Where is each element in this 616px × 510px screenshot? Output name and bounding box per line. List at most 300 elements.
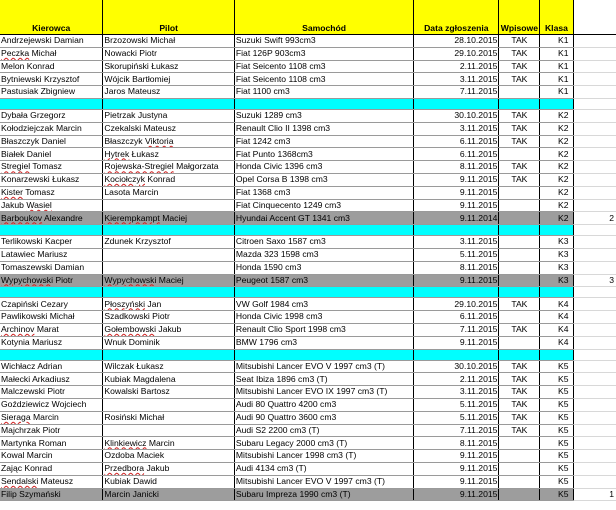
cell-pilot[interactable]: Rosiński Michał <box>103 411 234 424</box>
cell-pilot[interactable]: Kubiak Dawid <box>103 475 234 488</box>
cell-extra[interactable] <box>573 186 616 199</box>
table-row <box>0 248 616 261</box>
spelling-flag: Sieraga <box>1 411 31 422</box>
separator-cell[interactable] <box>414 225 499 236</box>
separator-cell[interactable] <box>0 287 103 298</box>
cell-samochod[interactable]: Mitsubishi Lancer 1998 cm3 (T) <box>234 450 413 463</box>
cell-pilot[interactable]: Kowalski Bartosz <box>103 386 234 399</box>
cell-kierowca[interactable]: Bytniewski Krzysztof <box>0 73 103 86</box>
cell-samochod[interactable]: Citroen Saxo 1587 cm3 <box>234 236 413 249</box>
cell-samochod[interactable]: Suzuki Swift 993cm3 <box>234 35 413 48</box>
cell-klasa[interactable]: K5 <box>540 450 573 463</box>
cell-extra[interactable] <box>573 336 616 349</box>
cell-wpisowe[interactable]: TAK <box>499 161 540 174</box>
cell-data-zgloszenia[interactable]: 9.11.2015 <box>414 450 499 463</box>
cell-data-zgloszenia[interactable]: 29.10.2015 <box>414 298 499 311</box>
separator-cell[interactable] <box>234 98 413 109</box>
cell-klasa[interactable]: K2 <box>540 148 573 161</box>
table-row <box>0 373 616 386</box>
cell-klasa[interactable]: K2 <box>540 173 573 186</box>
cell-extra[interactable]: 2 <box>573 212 616 225</box>
cell-wpisowe[interactable] <box>499 236 540 249</box>
cell-kierowca[interactable]: Sieraga Marcin <box>0 411 103 424</box>
cell-extra[interactable]: 3 <box>573 274 616 287</box>
cell-klasa[interactable]: K5 <box>540 437 573 450</box>
cell-klasa[interactable]: K1 <box>540 60 573 73</box>
table-row <box>0 161 616 174</box>
cell-klasa[interactable]: K4 <box>540 336 573 349</box>
cell-data-zgloszenia[interactable]: 9.11.2015 <box>414 199 499 212</box>
cell-samochod[interactable]: Honda Civic 1998 cm3 <box>234 311 413 324</box>
cell-wpisowe[interactable]: TAK <box>499 323 540 336</box>
cell-kierowca[interactable]: Małecki Arkadiusz <box>0 373 103 386</box>
separator-cell[interactable] <box>103 287 234 298</box>
cell-pilot[interactable]: Błaszczyk Viktoria <box>103 135 234 148</box>
cell-samochod[interactable]: Subaru Impreza 1990 cm3 (T) <box>234 488 413 501</box>
cell-data-zgloszenia[interactable]: 8.11.2015 <box>414 437 499 450</box>
table-row <box>0 450 616 463</box>
cell-samochod[interactable]: Fiat 1368 cm3 <box>234 186 413 199</box>
cell-kierowca[interactable]: Zając Konrad <box>0 462 103 475</box>
table-row <box>0 488 616 501</box>
cell-pilot[interactable] <box>103 199 234 212</box>
cell-pilot[interactable]: Przedbora Jakub <box>103 462 234 475</box>
cell-wpisowe[interactable] <box>499 475 540 488</box>
cell-pilot[interactable] <box>103 261 234 274</box>
cell-wpisowe[interactable] <box>499 212 540 225</box>
cell-extra[interactable] <box>573 411 616 424</box>
cell-samochod[interactable]: Mitsubishi Lancer EVO IX 1997 cm3 (T) <box>234 386 413 399</box>
cell-data-zgloszenia[interactable]: 3.11.2015 <box>414 122 499 135</box>
separator-cell[interactable] <box>234 349 413 360</box>
cell-samochod[interactable]: Renault Clio Sport 1998 cm3 <box>234 323 413 336</box>
cell-kierowca[interactable]: Filip Szymański <box>0 488 103 501</box>
separator-cell[interactable] <box>414 98 499 109</box>
cell-klasa[interactable]: K2 <box>540 135 573 148</box>
spelling-flag: Płoszyński <box>104 298 145 309</box>
cell-data-zgloszenia[interactable]: 6.11.2015 <box>414 135 499 148</box>
cell-kierowca[interactable]: Konarzewski Łukasz <box>0 173 103 186</box>
cell-wpisowe[interactable]: TAK <box>499 373 540 386</box>
cell-data-zgloszenia[interactable]: 8.11.2015 <box>414 261 499 274</box>
table-row <box>0 35 616 48</box>
cell-data-zgloszenia[interactable]: 5.11.2015 <box>414 411 499 424</box>
cell-data-zgloszenia[interactable]: 6.11.2015 <box>414 148 499 161</box>
cell-pilot[interactable]: Jaros Mateusz <box>103 86 234 99</box>
cell-data-zgloszenia[interactable]: 9.11.2014 <box>414 212 499 225</box>
cell-extra[interactable] <box>573 373 616 386</box>
cell-klasa[interactable]: K5 <box>540 462 573 475</box>
table-row <box>0 360 616 373</box>
cell-samochod[interactable]: Hyundai Accent GT 1341 cm3 <box>234 212 413 225</box>
cell-pilot[interactable]: Brzozowski Michał <box>103 35 234 48</box>
separator-cell[interactable] <box>540 225 573 236</box>
cell-kierowca[interactable]: Jakub Wasiel <box>0 199 103 212</box>
cell-extra[interactable] <box>573 360 616 373</box>
separator-cell[interactable] <box>414 287 499 298</box>
cell-wpisowe[interactable] <box>499 186 540 199</box>
cell-kierowca[interactable]: Pastusiak Zbigniew <box>0 86 103 99</box>
cell-kierowca[interactable]: Czapiński Cezary <box>0 298 103 311</box>
cell-samochod[interactable]: Fiat 1242 cm3 <box>234 135 413 148</box>
cell-extra[interactable] <box>573 298 616 311</box>
cell-klasa[interactable]: K5 <box>540 475 573 488</box>
cell-pilot[interactable]: Skorupiński Łukasz <box>103 60 234 73</box>
cell-klasa[interactable]: K2 <box>540 199 573 212</box>
cell-klasa[interactable]: K1 <box>540 35 573 48</box>
cell-pilot[interactable] <box>103 398 234 411</box>
cell-samochod[interactable]: Suzuki 1289 cm3 <box>234 109 413 122</box>
cell-wpisowe[interactable]: TAK <box>499 47 540 60</box>
cell-pilot[interactable]: Gołembowski Jakub <box>103 323 234 336</box>
cell-kierowca[interactable]: Białek Daniel <box>0 148 103 161</box>
cell-klasa[interactable]: K1 <box>540 73 573 86</box>
separator-cell[interactable] <box>499 349 540 360</box>
table-row <box>0 437 616 450</box>
cell-extra[interactable] <box>573 450 616 463</box>
separator-cell[interactable] <box>499 287 540 298</box>
cell-klasa[interactable]: K5 <box>540 386 573 399</box>
cell-kierowca[interactable]: Latawiec Mariusz <box>0 248 103 261</box>
cell-samochod[interactable]: Fiat 1100 cm3 <box>234 86 413 99</box>
cell-klasa[interactable]: K3 <box>540 236 573 249</box>
cell-wpisowe[interactable] <box>499 462 540 475</box>
cell-wpisowe[interactable] <box>499 261 540 274</box>
cell-samochod[interactable]: Audi S2 2200 cm3 (T) <box>234 424 413 437</box>
cell-wpisowe[interactable] <box>499 274 540 287</box>
cell-kierowca[interactable]: Majchrzak Piotr <box>0 424 103 437</box>
cell-data-zgloszenia[interactable]: 30.10.2015 <box>414 360 499 373</box>
cell-data-zgloszenia[interactable]: 7.11.2015 <box>414 323 499 336</box>
cell-klasa[interactable]: K5 <box>540 411 573 424</box>
cell-extra[interactable] <box>573 161 616 174</box>
header-wpisowe[interactable]: Wpisowe <box>499 0 540 35</box>
cell-samochod[interactable]: Honda 1590 cm3 <box>234 261 413 274</box>
separator-cell[interactable] <box>499 98 540 109</box>
cell-kierowca[interactable]: Archinov Marat <box>0 323 103 336</box>
cell-kierowca[interactable]: Wypychowski Piotr <box>0 274 103 287</box>
cell-extra[interactable] <box>573 437 616 450</box>
cell-samochod[interactable]: Fiat Cinquecento 1249 cm3 <box>234 199 413 212</box>
cell-wpisowe[interactable]: TAK <box>499 60 540 73</box>
separator-cell[interactable] <box>540 287 573 298</box>
separator-cell[interactable] <box>573 287 616 298</box>
cell-pilot[interactable]: Wilczak Łukasz <box>103 360 234 373</box>
cell-klasa[interactable]: K5 <box>540 488 573 501</box>
separator-cell[interactable] <box>540 349 573 360</box>
cell-extra[interactable]: 1 <box>573 488 616 501</box>
cell-kierowca[interactable]: Kister Tomasz <box>0 186 103 199</box>
cell-data-zgloszenia[interactable]: 2.11.2015 <box>414 373 499 386</box>
cell-samochod[interactable]: Audi 80 Quattro 4200 cm3 <box>234 398 413 411</box>
cell-wpisowe[interactable]: TAK <box>499 122 540 135</box>
cell-pilot[interactable]: Marcin Janicki <box>103 488 234 501</box>
spelling-flag: Wypychowski <box>1 274 53 285</box>
spelling-flag: Stregiel <box>1 161 31 172</box>
cell-pilot[interactable]: Kociołczyk Konrad <box>103 173 234 186</box>
cell-pilot[interactable]: Zdunek Krzysztof <box>103 236 234 249</box>
cell-klasa[interactable]: K2 <box>540 186 573 199</box>
separator-cell[interactable] <box>0 349 103 360</box>
cell-wpisowe[interactable] <box>499 488 540 501</box>
cell-kierowca[interactable]: Melon Konrad <box>0 60 103 73</box>
cell-wpisowe[interactable]: TAK <box>499 73 540 86</box>
cell-extra[interactable] <box>573 86 616 99</box>
cell-wpisowe[interactable] <box>499 148 540 161</box>
header-samochod[interactable]: Samochód <box>234 0 413 35</box>
cell-kierowca[interactable]: Sendalski Mateusz <box>0 475 103 488</box>
cell-klasa[interactable]: K3 <box>540 274 573 287</box>
cell-pilot[interactable]: Kubiak Magdalena <box>103 373 234 386</box>
cell-kierowca[interactable]: Dybała Grzegorz <box>0 109 103 122</box>
cell-kierowca[interactable]: Kołodziejczak Marcin <box>0 122 103 135</box>
table-row <box>0 274 616 287</box>
separator-cell[interactable] <box>573 225 616 236</box>
cell-samochod[interactable]: Audi 90 Quattro 3600 cm3 <box>234 411 413 424</box>
cell-extra[interactable] <box>573 248 616 261</box>
table-row <box>0 336 616 349</box>
header-pilot[interactable]: Pilot <box>103 0 234 35</box>
separator-cell[interactable] <box>234 225 413 236</box>
cell-kierowca[interactable]: Martynka Roman <box>0 437 103 450</box>
empty-cell[interactable] <box>573 0 616 35</box>
cell-klasa[interactable]: K3 <box>540 248 573 261</box>
cell-kierowca[interactable]: Pawlikowski Michał <box>0 311 103 324</box>
separator-cell[interactable] <box>103 225 234 236</box>
cell-klasa[interactable]: K3 <box>540 261 573 274</box>
cell-samochod[interactable]: Renault Clio II 1398 cm3 <box>234 122 413 135</box>
cell-data-zgloszenia[interactable]: 7.11.2015 <box>414 424 499 437</box>
header-row <box>0 0 616 35</box>
cell-klasa[interactable]: K4 <box>540 298 573 311</box>
cell-klasa[interactable]: K5 <box>540 424 573 437</box>
cell-wpisowe[interactable]: TAK <box>499 398 540 411</box>
cell-wpisowe[interactable]: TAK <box>499 424 540 437</box>
cell-extra[interactable] <box>573 311 616 324</box>
header-data-zgloszenia[interactable]: Data zgłoszenia <box>414 0 499 35</box>
cell-wpisowe[interactable] <box>499 199 540 212</box>
cell-samochod[interactable]: Opel Corsa B 1398 cm3 <box>234 173 413 186</box>
cell-klasa[interactable]: K4 <box>540 311 573 324</box>
cell-extra[interactable] <box>573 424 616 437</box>
cell-klasa[interactable]: K5 <box>540 398 573 411</box>
cell-pilot[interactable]: Szadkowski Piotr <box>103 311 234 324</box>
table-row <box>0 261 616 274</box>
separator-cell[interactable] <box>573 349 616 360</box>
cell-extra[interactable] <box>573 35 616 48</box>
cell-wpisowe[interactable] <box>499 311 540 324</box>
cell-data-zgloszenia[interactable]: 3.11.2015 <box>414 73 499 86</box>
cell-samochod[interactable]: Mazda 323 1598 cm3 <box>234 248 413 261</box>
cell-extra[interactable] <box>573 109 616 122</box>
table-row <box>0 411 616 424</box>
table-row <box>0 173 616 186</box>
cell-kierowca[interactable]: Peczka Michał <box>0 47 103 60</box>
cell-data-zgloszenia[interactable]: 9.11.2015 <box>414 488 499 501</box>
cell-extra[interactable] <box>573 398 616 411</box>
separator-cell[interactable] <box>540 98 573 109</box>
cell-pilot[interactable]: Ozdoba Maciek <box>103 450 234 463</box>
table-row <box>0 122 616 135</box>
cell-klasa[interactable]: K2 <box>540 122 573 135</box>
table-row <box>0 60 616 73</box>
cell-wpisowe[interactable]: TAK <box>499 360 540 373</box>
cell-extra[interactable] <box>573 475 616 488</box>
cell-klasa[interactable]: K2 <box>540 161 573 174</box>
cell-data-zgloszenia[interactable]: 2.11.2015 <box>414 60 499 73</box>
cell-wpisowe[interactable] <box>499 437 540 450</box>
cell-extra[interactable] <box>573 135 616 148</box>
table-row <box>0 311 616 324</box>
cell-data-zgloszenia[interactable]: 8.11.2015 <box>414 161 499 174</box>
cell-samochod[interactable]: Mitsubishi Lancer EVO V 1997 cm3 (T) <box>234 475 413 488</box>
cell-extra[interactable] <box>573 386 616 399</box>
cell-kierowca[interactable]: Kotynia Mariusz <box>0 336 103 349</box>
cell-data-zgloszenia[interactable]: 29.10.2015 <box>414 47 499 60</box>
cell-klasa[interactable]: K1 <box>540 47 573 60</box>
cell-pilot[interactable]: Hytrek Łukasz <box>103 148 234 161</box>
cell-kierowca[interactable]: Andrzejewski Damian <box>0 35 103 48</box>
cell-samochod[interactable]: Peugeot 1587 cm3 <box>234 274 413 287</box>
cell-klasa[interactable]: K2 <box>540 109 573 122</box>
cell-kierowca[interactable]: Goździewicz Wojciech <box>0 398 103 411</box>
cell-samochod[interactable]: Mitsubishi Lancer EVO V 1997 cm3 (T) <box>234 360 413 373</box>
table-row <box>0 298 616 311</box>
separator-cell[interactable] <box>573 98 616 109</box>
cell-extra[interactable] <box>573 73 616 86</box>
separator-cell[interactable] <box>103 349 234 360</box>
table-row <box>0 462 616 475</box>
spelling-flag: Rojewska-Stregiel <box>104 161 174 172</box>
separator-cell[interactable] <box>499 225 540 236</box>
cell-wpisowe[interactable]: TAK <box>499 173 540 186</box>
class-separator-row <box>0 225 616 236</box>
cell-klasa[interactable]: K2 <box>540 212 573 225</box>
cell-data-zgloszenia[interactable]: 9.11.2015 <box>414 336 499 349</box>
cell-samochod[interactable]: VW Golf 1984 cm3 <box>234 298 413 311</box>
cell-klasa[interactable]: K5 <box>540 373 573 386</box>
cell-extra[interactable] <box>573 148 616 161</box>
cell-pilot[interactable] <box>103 424 234 437</box>
cell-extra[interactable] <box>573 261 616 274</box>
cell-extra[interactable] <box>573 60 616 73</box>
cell-samochod[interactable]: Subaru Legacy 2000 cm3 (T) <box>234 437 413 450</box>
cell-wpisowe[interactable]: TAK <box>499 35 540 48</box>
cell-kierowca[interactable]: Terlikowski Kacper <box>0 236 103 249</box>
spelling-flag: Hytrek <box>104 148 130 159</box>
cell-samochod[interactable]: Audi 4134 cm3 (T) <box>234 462 413 475</box>
spelling-flag: Peczka <box>1 47 30 58</box>
cell-extra[interactable] <box>573 122 616 135</box>
cell-samochod[interactable]: Seat Ibiza 1896 cm3 (T) <box>234 373 413 386</box>
cell-data-zgloszenia[interactable]: 9.11.2015 <box>414 173 499 186</box>
cell-data-zgloszenia[interactable]: 9.11.2015 <box>414 475 499 488</box>
cell-klasa[interactable]: K1 <box>540 86 573 99</box>
cell-kierowca[interactable]: Kowal Marcin <box>0 450 103 463</box>
spelling-flag: Viktoria <box>145 135 174 146</box>
cell-extra[interactable] <box>573 47 616 60</box>
cell-extra[interactable] <box>573 199 616 212</box>
cell-samochod[interactable]: Fiat Punto 1368cm3 <box>234 148 413 161</box>
cell-pilot[interactable]: Pietrzak Justyna <box>103 109 234 122</box>
cell-pilot[interactable] <box>103 248 234 261</box>
cell-data-zgloszenia[interactable]: 9.11.2015 <box>414 462 499 475</box>
cell-kierowca[interactable]: Tomaszewski Damian <box>0 261 103 274</box>
cell-pilot[interactable]: Klinkiewicz Marcin <box>103 437 234 450</box>
cell-wpisowe[interactable]: TAK <box>499 298 540 311</box>
cell-samochod[interactable]: Fiat Seicento 1108 cm3 <box>234 73 413 86</box>
cell-samochod[interactable]: BMW 1796 cm3 <box>234 336 413 349</box>
cell-data-zgloszenia[interactable]: 5.11.2015 <box>414 248 499 261</box>
cell-data-zgloszenia[interactable]: 30.10.2015 <box>414 109 499 122</box>
cell-samochod[interactable]: Fiat 126P 903cm3 <box>234 47 413 60</box>
spelling-flag: Przedbora <box>104 463 145 474</box>
cell-pilot[interactable]: Rojewska-Stregiel Małgorzata <box>103 161 234 174</box>
cell-pilot[interactable]: Lasota Marcin <box>103 186 234 199</box>
cell-data-zgloszenia[interactable]: 6.11.2015 <box>414 311 499 324</box>
cell-pilot[interactable]: Płoszyński Jan <box>103 298 234 311</box>
cell-klasa[interactable]: K5 <box>540 360 573 373</box>
cell-wpisowe[interactable] <box>499 248 540 261</box>
cell-extra[interactable] <box>573 323 616 336</box>
header-kierowca[interactable]: Kierowca <box>0 0 103 35</box>
cell-pilot[interactable]: Wójcik Bartłomiej <box>103 73 234 86</box>
separator-cell[interactable] <box>0 98 103 109</box>
cell-wpisowe[interactable]: TAK <box>499 109 540 122</box>
cell-klasa[interactable]: K4 <box>540 323 573 336</box>
cell-kierowca[interactable]: Malczewski Piotr <box>0 386 103 399</box>
cell-data-zgloszenia[interactable]: 7.11.2015 <box>414 86 499 99</box>
cell-data-zgloszenia[interactable]: 9.11.2015 <box>414 186 499 199</box>
separator-cell[interactable] <box>414 349 499 360</box>
cell-extra[interactable] <box>573 173 616 186</box>
cell-wpisowe[interactable]: TAK <box>499 386 540 399</box>
table-row <box>0 186 616 199</box>
separator-cell[interactable] <box>234 287 413 298</box>
cell-data-zgloszenia[interactable]: 28.10.2015 <box>414 35 499 48</box>
cell-kierowca[interactable]: Wichłacz Adrian <box>0 360 103 373</box>
cell-pilot[interactable]: Czekalski Mateusz <box>103 122 234 135</box>
cell-pilot[interactable]: Nowacki Piotr <box>103 47 234 60</box>
cell-extra[interactable] <box>573 236 616 249</box>
cell-data-zgloszenia[interactable]: 3.11.2015 <box>414 386 499 399</box>
cell-pilot[interactable]: Wypychowski Maciej <box>103 274 234 287</box>
cell-wpisowe[interactable] <box>499 450 540 463</box>
cell-wpisowe[interactable] <box>499 86 540 99</box>
separator-cell[interactable] <box>103 98 234 109</box>
cell-wpisowe[interactable]: TAK <box>499 411 540 424</box>
separator-cell[interactable] <box>0 225 103 236</box>
spelling-flag: Barboukov <box>1 212 43 223</box>
cell-samochod[interactable]: Honda Civic 1396 cm3 <box>234 161 413 174</box>
cell-pilot[interactable]: Kierempkampt Maciej <box>103 212 234 225</box>
class-separator-row <box>0 349 616 360</box>
cell-wpisowe[interactable] <box>499 336 540 349</box>
cell-samochod[interactable]: Fiat Seicento 1108 cm3 <box>234 60 413 73</box>
table-row <box>0 199 616 212</box>
cell-data-zgloszenia[interactable]: 5.11.2015 <box>414 398 499 411</box>
cell-kierowca[interactable]: Barboukov Alexandre <box>0 212 103 225</box>
table-row <box>0 236 616 249</box>
cell-data-zgloszenia[interactable]: 3.11.2015 <box>414 236 499 249</box>
cell-pilot[interactable]: Wnuk Dominik <box>103 336 234 349</box>
header-klasa[interactable]: Klasa <box>540 0 573 35</box>
cell-kierowca[interactable]: Błaszczyk Daniel <box>0 135 103 148</box>
cell-data-zgloszenia[interactable]: 9.11.2015 <box>414 274 499 287</box>
cell-kierowca[interactable]: Stregiel Tomasz <box>0 161 103 174</box>
cell-wpisowe[interactable]: TAK <box>499 135 540 148</box>
cell-extra[interactable] <box>573 462 616 475</box>
